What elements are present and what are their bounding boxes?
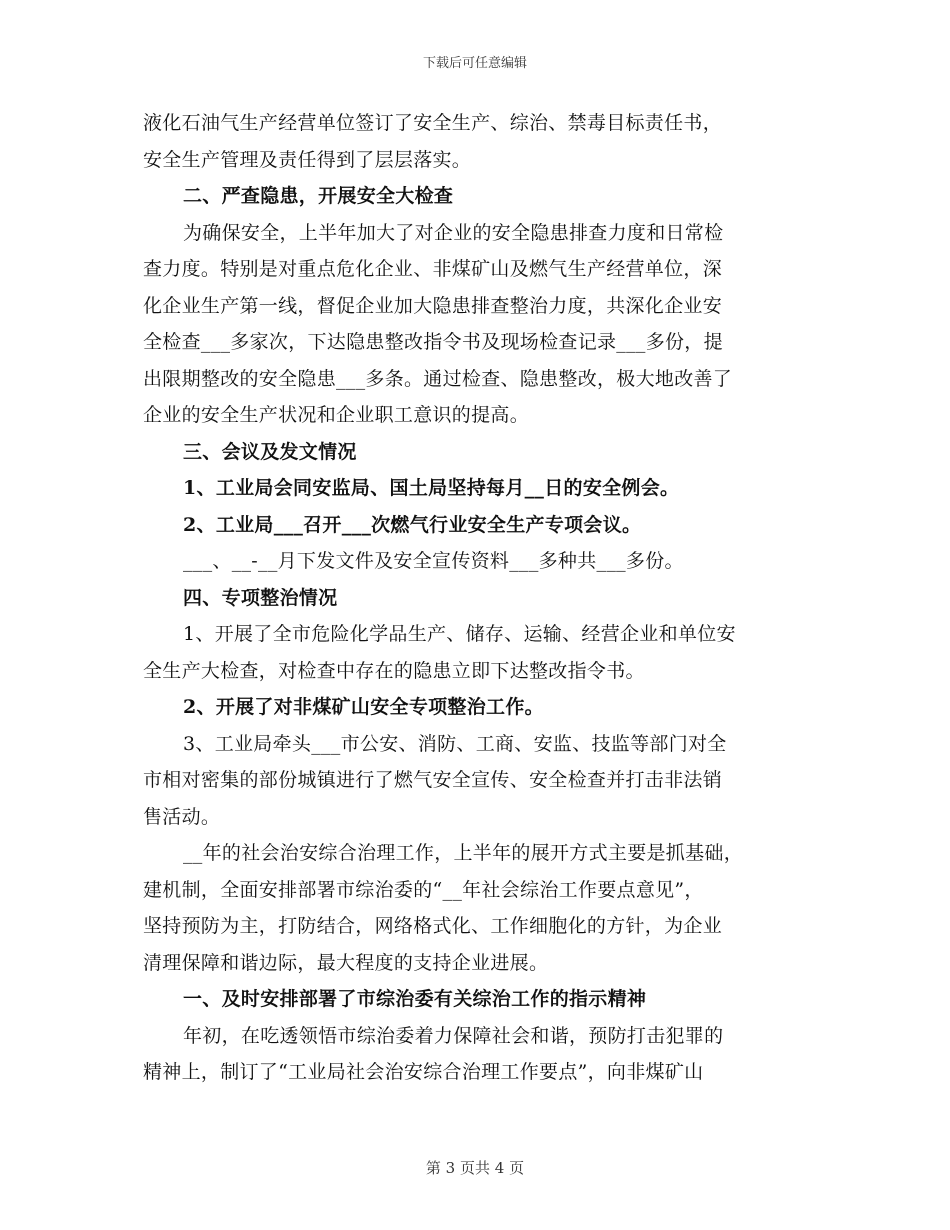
- section-heading-line: 一、及时安排部署了市综治委有关综治工作的指示精神: [183, 988, 647, 1010]
- body-text-line: 年初，在吃透领悟市综治委着力保障社会和谐，预防打击犯罪的: [183, 1024, 724, 1047]
- body-text-line: 建机制，全面安排部署市综治委的“__年社会综治工作要点意见”，: [143, 878, 704, 901]
- body-text-line: ___、__-__月下发文件及安全宣传资料___多种共___多份。: [183, 550, 684, 572]
- body-text-line: 全检查___多家次，下达隐患整改指令书及现场检查记录___多份，提: [143, 331, 723, 353]
- body-text-line: 企业的安全生产状况和企业职工意识的提高。: [143, 404, 530, 426]
- body-text-line: 出限期整改的安全隐患___多条。通过检查、隐患整改，极大地改善了: [143, 367, 733, 390]
- body-text-line: 为确保安全，上半年加大了对企业的安全隐患排查力度和日常检: [183, 221, 724, 244]
- section-heading-line: 2、开展了对非煤矿山安全专项整治工作。: [183, 696, 544, 718]
- section-heading-line: 四、专项整治情况: [183, 586, 338, 609]
- document-body: [143, 105, 807, 1091]
- body-text-line: 化企业生产第一线，督促企业加大隐患排查整治力度，共深化企业安: [143, 294, 723, 317]
- body-text-line: 3、工业局牵头___市公安、消防、工商、安监、技监等部门对全: [183, 732, 727, 755]
- section-heading-line: 2、工业局___召开___次燃气行业安全生产专项会议。: [183, 513, 642, 536]
- body-text-line: 市相对密集的部份城镇进行了燃气安全宣传、安全检查并打击非法销: [143, 769, 723, 791]
- section-heading-line: 1、工业局会同安监局、国土局坚持每月__日的安全例会。: [183, 477, 680, 499]
- body-text-line: 全生产大检查，对检查中存在的隐患立即下达整改指令书。: [143, 659, 645, 682]
- body-text-line: 1、开展了全市危险化学品生产、储存、运输、经营企业和单位安: [183, 623, 736, 645]
- body-text-line: 查力度。特别是对重点危化企业、非煤矿山及燃气生产经营单位，深: [143, 258, 723, 280]
- body-text-line: 坚持预防为主，打防结合，网络格式化、工作细胞化的方针，为企业: [143, 915, 723, 937]
- body-text-line: 安全生产管理及责任得到了层层落实。: [143, 148, 472, 171]
- section-heading-line: 二、严查隐患，开展安全大检查: [183, 185, 454, 207]
- body-text-line: 精神上，制订了“工业局社会治安综合治理工作要点”，向非煤矿山: [143, 1061, 704, 1083]
- body-text-line: 清理保障和谐边际，最大程度的支持企业进展。: [143, 951, 549, 974]
- page-header: 下载后可任意编辑: [422, 56, 527, 71]
- body-text-line: 售活动。: [143, 805, 221, 828]
- body-text-line: 液化石油气生产经营单位签订了安全生产、综治、禁毒目标责任书，: [143, 112, 723, 134]
- body-text-line: __年的社会治安综合治理工作，上半年的展开方式主要是抓基础，: [183, 842, 744, 864]
- section-heading-line: 三、会议及发文情况: [183, 440, 357, 463]
- page-footer: 第 3 页共 4 页: [425, 1159, 525, 1177]
